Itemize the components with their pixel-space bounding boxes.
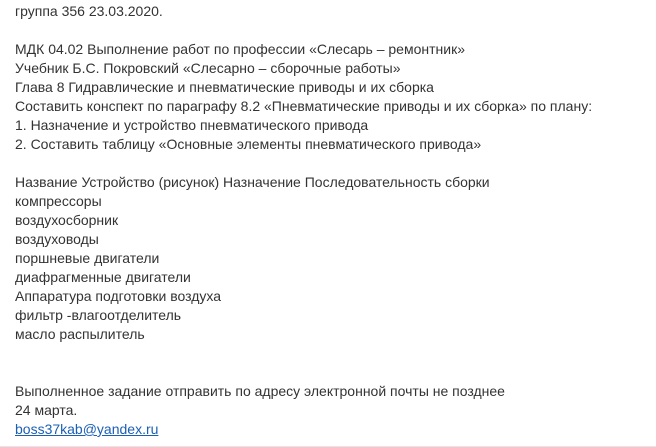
table-item: поршневые двигатели: [15, 250, 160, 266]
email-line: [15, 420, 655, 439]
email-link[interactable]: boss37kab@yandex.ru: [15, 421, 159, 437]
task-intro: Составить конспект по параграфу 8.2 «Пневматические приводы и их сборка» по плану:: [15, 98, 593, 114]
table-item: фильтр -влагоотделитель: [15, 307, 182, 323]
plan-item: 1. Назначение и устройство пневматического привода: [15, 117, 369, 133]
blank-line: [15, 154, 655, 173]
table-item: диафрагменные двигатели: [15, 269, 191, 285]
blank-line: [15, 21, 655, 40]
message-body: [15, 2, 655, 439]
table-item: Аппаратура подготовки воздуха: [15, 288, 222, 304]
plan-item: 2. Составить таблицу «Основные элементы пневматического привода»: [15, 136, 482, 152]
group-date-header: группа 356 23.03.2020.: [15, 3, 163, 19]
table-item: масло распылитель: [15, 326, 145, 342]
blank-line: [15, 363, 655, 382]
table-item: компрессоры: [15, 193, 102, 209]
table-header: Название Устройство (рисунок) Назначение Последовательность сборки: [15, 174, 490, 190]
course-line: МДК 04.02 Выполнение работ по профессии «Слесарь – ремонтник»: [15, 41, 465, 57]
deadline-date: 24 марта.: [15, 402, 78, 418]
blank-line: [15, 344, 655, 363]
textbook-line: Учебник Б.С. Покровский «Слесарно – сборочные работы»: [15, 60, 401, 76]
table-item: воздухосборник: [15, 212, 119, 228]
table-item: воздуховоды: [15, 231, 99, 247]
deadline-line: Выполненное задание отправить по адресу электронной почты не позднее: [15, 383, 505, 399]
chapter-line: Глава 8 Гидравлические и пневматические приводы и их сборка: [15, 79, 434, 95]
